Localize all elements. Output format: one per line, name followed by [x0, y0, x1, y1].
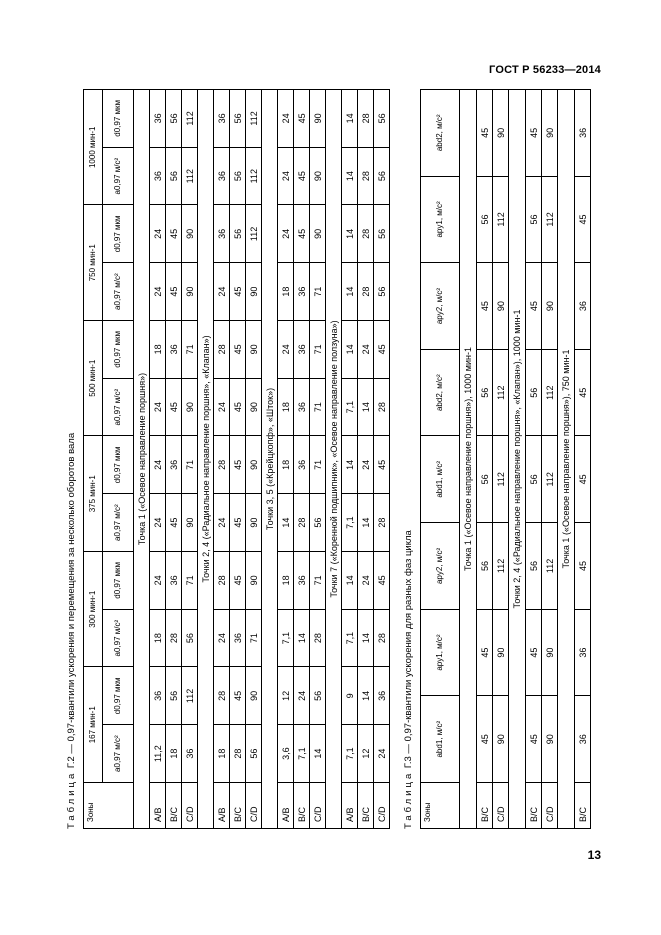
- value-cell: 112: [542, 436, 558, 523]
- section-row: [326, 90, 342, 829]
- value-cell: 24: [150, 552, 166, 610]
- value-cell: 112: [182, 90, 198, 148]
- value-cell: 28: [374, 609, 390, 667]
- value-cell: 14: [342, 90, 358, 148]
- value-cell: 28: [358, 263, 374, 321]
- value-cell: 112: [246, 90, 262, 148]
- value-cell: 14: [342, 263, 358, 321]
- value-cell: 45: [374, 436, 390, 494]
- value-cell: 90: [246, 436, 262, 494]
- value-cell: 9: [342, 667, 358, 725]
- speed-header: 1000 мин-1: [84, 90, 103, 206]
- disp-subheader: d0,97 мкм: [103, 205, 134, 263]
- table-g2-caption-word: Таблица: [66, 770, 77, 829]
- zone-cell: A/B: [214, 783, 230, 829]
- value-cell: 24: [358, 436, 374, 494]
- value-cell: 90: [310, 205, 326, 263]
- value-cell: 112: [182, 667, 198, 725]
- value-cell: 112: [182, 147, 198, 205]
- value-cell: 71: [310, 552, 326, 610]
- table-row: [374, 90, 390, 829]
- zone-cell: B/C: [477, 783, 493, 829]
- value-cell: 36: [150, 147, 166, 205]
- value-cell: 36: [374, 667, 390, 725]
- value-cell: 45: [526, 609, 542, 696]
- value-cell: 36: [214, 90, 230, 148]
- table-g2-caption: [66, 89, 77, 829]
- value-cell: 45: [294, 90, 310, 148]
- table-row: [526, 90, 542, 829]
- table-row: [493, 90, 509, 829]
- value-cell: 90: [542, 90, 558, 177]
- zone-cell: B/C: [166, 783, 182, 829]
- table-g2-body: [134, 90, 390, 829]
- value-cell: 14: [342, 552, 358, 610]
- accel-subheader: a0,97 м/с²: [103, 725, 134, 783]
- value-cell: 3,6: [278, 725, 294, 783]
- zone-cell: B/C: [526, 783, 542, 829]
- table-row: [166, 90, 182, 829]
- zone-cell: C/D: [493, 783, 509, 829]
- value-cell: 45: [294, 147, 310, 205]
- value-cell: 14: [342, 321, 358, 379]
- value-cell: 24: [150, 263, 166, 321]
- value-cell: 56: [310, 494, 326, 552]
- value-cell: 45: [166, 263, 182, 321]
- value-cell: 90: [182, 263, 198, 321]
- value-cell: 28: [166, 609, 182, 667]
- value-cell: 56: [526, 436, 542, 523]
- zone-cell: C/D: [542, 783, 558, 829]
- value-cell: 28: [214, 436, 230, 494]
- accel-subheader: a0,97 м/с²: [103, 378, 134, 436]
- value-cell: 28: [358, 147, 374, 205]
- value-cell: 90: [246, 667, 262, 725]
- table-g3: [420, 89, 591, 829]
- value-cell: 7,1: [342, 378, 358, 436]
- value-cell: 36: [150, 90, 166, 148]
- value-cell: 14: [294, 609, 310, 667]
- value-cell: 24: [150, 494, 166, 552]
- value-cell: 36: [294, 378, 310, 436]
- value-cell: 45: [374, 321, 390, 379]
- value-cell: 56: [374, 263, 390, 321]
- value-cell: 45: [374, 552, 390, 610]
- speed-header: 375 мин-1: [84, 436, 103, 552]
- column-header: apy1, м/с²: [421, 609, 460, 696]
- value-cell: 45: [575, 436, 591, 523]
- value-cell: 18: [150, 321, 166, 379]
- value-cell: 45: [166, 205, 182, 263]
- accel-subheader: a0,97 м/с²: [103, 494, 134, 552]
- value-cell: 56: [526, 349, 542, 436]
- zone-cell: C/D: [246, 783, 262, 829]
- value-cell: 12: [358, 725, 374, 783]
- value-cell: 7,1: [342, 725, 358, 783]
- value-cell: 56: [166, 147, 182, 205]
- value-cell: 7,1: [342, 494, 358, 552]
- value-cell: 28: [294, 494, 310, 552]
- value-cell: 12: [278, 667, 294, 725]
- zone-cell: A/B: [342, 783, 358, 829]
- value-cell: 56: [374, 205, 390, 263]
- table-row: [214, 90, 230, 829]
- value-cell: 45: [230, 378, 246, 436]
- value-cell: 112: [493, 436, 509, 523]
- value-cell: 36: [294, 263, 310, 321]
- accel-subheader: a0,97 м/с²: [103, 147, 134, 205]
- value-cell: 90: [542, 263, 558, 350]
- value-cell: 56: [374, 90, 390, 148]
- speed-header: 167 мин-1: [84, 667, 103, 783]
- value-cell: 28: [358, 205, 374, 263]
- value-cell: 90: [246, 263, 262, 321]
- value-cell: 90: [310, 147, 326, 205]
- value-cell: 45: [477, 696, 493, 783]
- value-cell: 90: [493, 696, 509, 783]
- disp-subheader: d0,97 мкм: [103, 667, 134, 725]
- value-cell: 36: [575, 263, 591, 350]
- accel-subheader: a0,97 м/с²: [103, 609, 134, 667]
- zone-cell: C/D: [310, 783, 326, 829]
- value-cell: 7,1: [342, 609, 358, 667]
- value-cell: 71: [182, 321, 198, 379]
- column-header: abd1, м/с²: [421, 696, 460, 783]
- value-cell: 14: [358, 667, 374, 725]
- value-cell: 90: [246, 321, 262, 379]
- section-title: Точка 1 («Осевое направление поршня»), 750 мин-1: [558, 90, 575, 829]
- zone-cell: B/C: [358, 783, 374, 829]
- value-cell: 71: [310, 436, 326, 494]
- value-cell: 36: [230, 609, 246, 667]
- value-cell: 90: [182, 205, 198, 263]
- value-cell: 71: [182, 552, 198, 610]
- value-cell: 24: [150, 436, 166, 494]
- zone-cell: B/C: [230, 783, 246, 829]
- column-header: abd1, м/с²: [421, 436, 460, 523]
- value-cell: 36: [166, 436, 182, 494]
- value-cell: 90: [542, 609, 558, 696]
- value-cell: 90: [493, 263, 509, 350]
- table-g2-block: [66, 89, 390, 829]
- value-cell: 24: [150, 205, 166, 263]
- value-cell: 90: [182, 378, 198, 436]
- zone-cell: C/D: [374, 783, 390, 829]
- value-cell: 90: [542, 696, 558, 783]
- value-cell: 71: [182, 436, 198, 494]
- value-cell: 24: [214, 609, 230, 667]
- value-cell: 14: [342, 436, 358, 494]
- value-cell: 45: [575, 349, 591, 436]
- value-cell: 24: [278, 147, 294, 205]
- value-cell: 71: [310, 378, 326, 436]
- value-cell: 56: [477, 176, 493, 263]
- value-cell: 36: [166, 321, 182, 379]
- value-cell: 11,2: [150, 725, 166, 783]
- section-row: [509, 90, 526, 829]
- value-cell: 36: [166, 552, 182, 610]
- value-cell: 45: [477, 609, 493, 696]
- value-cell: 28: [214, 552, 230, 610]
- table-row: [477, 90, 493, 829]
- table-g2-speed-header-row: [84, 90, 103, 829]
- value-cell: 45: [526, 263, 542, 350]
- table-g2: [83, 89, 390, 829]
- value-cell: 36: [575, 696, 591, 783]
- value-cell: 45: [166, 378, 182, 436]
- value-cell: 45: [294, 205, 310, 263]
- value-cell: 90: [246, 552, 262, 610]
- zone-cell: A/B: [278, 783, 294, 829]
- value-cell: 56: [477, 436, 493, 523]
- table-g3-block: [403, 89, 591, 829]
- value-cell: 56: [182, 609, 198, 667]
- value-cell: 14: [278, 494, 294, 552]
- value-cell: 56: [477, 523, 493, 610]
- document-header: ГОСТ Р 56233—2014: [489, 64, 601, 76]
- value-cell: 36: [150, 667, 166, 725]
- table-g2-sub-header-row: [103, 90, 134, 829]
- speed-header: 750 мин-1: [84, 205, 103, 321]
- value-cell: 36: [575, 90, 591, 177]
- value-cell: 56: [166, 90, 182, 148]
- column-header: apy2, м/с²: [421, 263, 460, 350]
- value-cell: 56: [526, 176, 542, 263]
- value-cell: 56: [310, 667, 326, 725]
- value-cell: 14: [358, 378, 374, 436]
- value-cell: 14: [310, 725, 326, 783]
- speed-header: 500 мин-1: [84, 321, 103, 437]
- table-g3-caption: [403, 89, 414, 829]
- value-cell: 45: [230, 667, 246, 725]
- section-title: Точки 2, 4 («Радиальное направление поршня», «Клапан»), 1000 мин-1: [509, 90, 526, 829]
- value-cell: 18: [278, 436, 294, 494]
- value-cell: 45: [230, 321, 246, 379]
- value-cell: 28: [310, 609, 326, 667]
- value-cell: 56: [477, 349, 493, 436]
- section-title: Точки 7 («Коренной подшипник», «Осевое направление ползуна»): [326, 90, 342, 829]
- table-row: [150, 90, 166, 829]
- table-row: [230, 90, 246, 829]
- table-g3-header-row: [421, 90, 460, 829]
- value-cell: 36: [214, 147, 230, 205]
- value-cell: 24: [214, 378, 230, 436]
- speed-header: 300 мин-1: [84, 552, 103, 668]
- value-cell: 45: [477, 90, 493, 177]
- value-cell: 45: [230, 552, 246, 610]
- value-cell: 24: [358, 321, 374, 379]
- value-cell: 14: [342, 147, 358, 205]
- column-header: apy1, м/с²: [421, 176, 460, 263]
- value-cell: 14: [358, 494, 374, 552]
- value-cell: 56: [230, 205, 246, 263]
- disp-subheader: d0,97 мкм: [103, 321, 134, 379]
- disp-subheader: d0,97 мкм: [103, 552, 134, 610]
- value-cell: 45: [230, 263, 246, 321]
- value-cell: 45: [575, 523, 591, 610]
- value-cell: 45: [477, 263, 493, 350]
- value-cell: 112: [542, 176, 558, 263]
- table-row: [342, 90, 358, 829]
- value-cell: 28: [358, 90, 374, 148]
- value-cell: 56: [374, 147, 390, 205]
- table-row: [246, 90, 262, 829]
- column-header: abd2, м/с²: [421, 90, 460, 177]
- disp-subheader: d0,97 мкм: [103, 436, 134, 494]
- value-cell: 90: [246, 378, 262, 436]
- value-cell: 45: [166, 494, 182, 552]
- column-header: apy2, м/с²: [421, 523, 460, 610]
- value-cell: 24: [214, 263, 230, 321]
- disp-subheader: d0,97 мкм: [103, 90, 134, 148]
- table-row: [310, 90, 326, 829]
- value-cell: 24: [214, 494, 230, 552]
- value-cell: 90: [493, 609, 509, 696]
- value-cell: 28: [374, 378, 390, 436]
- value-cell: 45: [526, 696, 542, 783]
- value-cell: 18: [278, 378, 294, 436]
- zone-cell: A/B: [150, 783, 166, 829]
- value-cell: 90: [246, 494, 262, 552]
- value-cell: 56: [246, 725, 262, 783]
- value-cell: 18: [166, 725, 182, 783]
- table-g3-zone-header: Зоны: [421, 783, 460, 829]
- value-cell: 36: [182, 725, 198, 783]
- value-cell: 45: [526, 90, 542, 177]
- section-title: Точка 1 («Осевое направление поршня»), 1000 мин-1: [460, 90, 477, 829]
- table-g3-body: [460, 90, 591, 829]
- value-cell: 7,1: [294, 725, 310, 783]
- value-cell: 24: [358, 552, 374, 610]
- value-cell: 28: [374, 494, 390, 552]
- section-row: [198, 90, 214, 829]
- value-cell: 71: [310, 263, 326, 321]
- table-row: [278, 90, 294, 829]
- value-cell: 24: [278, 90, 294, 148]
- value-cell: 90: [310, 90, 326, 148]
- value-cell: 18: [278, 263, 294, 321]
- value-cell: 112: [542, 349, 558, 436]
- section-row: [134, 90, 150, 829]
- value-cell: 24: [278, 321, 294, 379]
- section-title: Точка 1 («Осевое направление поршня»): [134, 90, 150, 829]
- table-row: [294, 90, 310, 829]
- value-cell: 14: [358, 609, 374, 667]
- section-title: Точки 3, 5 («Крейцкопф», «Шток»): [262, 90, 278, 829]
- table-g3-caption-word: Таблица: [403, 770, 414, 829]
- value-cell: 112: [493, 523, 509, 610]
- value-cell: 45: [575, 176, 591, 263]
- value-cell: 36: [575, 609, 591, 696]
- accel-subheader: a0,97 м/с²: [103, 263, 134, 321]
- value-cell: 56: [230, 90, 246, 148]
- table-row: [182, 90, 198, 829]
- page-number: 13: [587, 848, 601, 862]
- value-cell: 28: [230, 725, 246, 783]
- table-g2-caption-text: Г.2 — 0,97-квантили ускорения и перемещения за несколько оборотов вала: [66, 432, 77, 769]
- value-cell: 56: [230, 147, 246, 205]
- value-cell: 90: [182, 494, 198, 552]
- value-cell: 18: [214, 725, 230, 783]
- section-row: [460, 90, 477, 829]
- value-cell: 45: [230, 436, 246, 494]
- column-header: abd2, м/с²: [421, 349, 460, 436]
- table-g3-caption-text: Г.3 — 0,97-квантили ускорения для разных фаз цикла: [403, 530, 414, 769]
- value-cell: 90: [493, 90, 509, 177]
- zone-cell: C/D: [182, 783, 198, 829]
- table-row: [358, 90, 374, 829]
- value-cell: 36: [294, 321, 310, 379]
- value-cell: 24: [150, 378, 166, 436]
- table-row: [542, 90, 558, 829]
- value-cell: 24: [278, 205, 294, 263]
- value-cell: 7,1: [278, 609, 294, 667]
- value-cell: 28: [214, 667, 230, 725]
- section-row: [558, 90, 575, 829]
- zone-cell: B/C: [294, 783, 310, 829]
- value-cell: 71: [310, 321, 326, 379]
- value-cell: 24: [374, 725, 390, 783]
- value-cell: 112: [493, 349, 509, 436]
- zone-cell: B/C: [575, 783, 591, 829]
- table-g2-zone-header: Зоны: [84, 783, 134, 829]
- section-title: Точки 2, 4 («Радиальное направление поршня», «Клапан»): [198, 90, 214, 829]
- value-cell: 112: [542, 523, 558, 610]
- value-cell: 36: [294, 436, 310, 494]
- section-row: [262, 90, 278, 829]
- value-cell: 14: [342, 205, 358, 263]
- value-cell: 24: [294, 667, 310, 725]
- value-cell: 36: [294, 552, 310, 610]
- table-row: [575, 90, 591, 829]
- value-cell: 18: [278, 552, 294, 610]
- value-cell: 36: [214, 205, 230, 263]
- value-cell: 18: [150, 609, 166, 667]
- value-cell: 112: [246, 147, 262, 205]
- value-cell: 112: [493, 176, 509, 263]
- value-cell: 56: [526, 523, 542, 610]
- value-cell: 112: [246, 205, 262, 263]
- value-cell: 56: [166, 667, 182, 725]
- value-cell: 45: [230, 494, 246, 552]
- value-cell: 28: [214, 321, 230, 379]
- value-cell: 71: [246, 609, 262, 667]
